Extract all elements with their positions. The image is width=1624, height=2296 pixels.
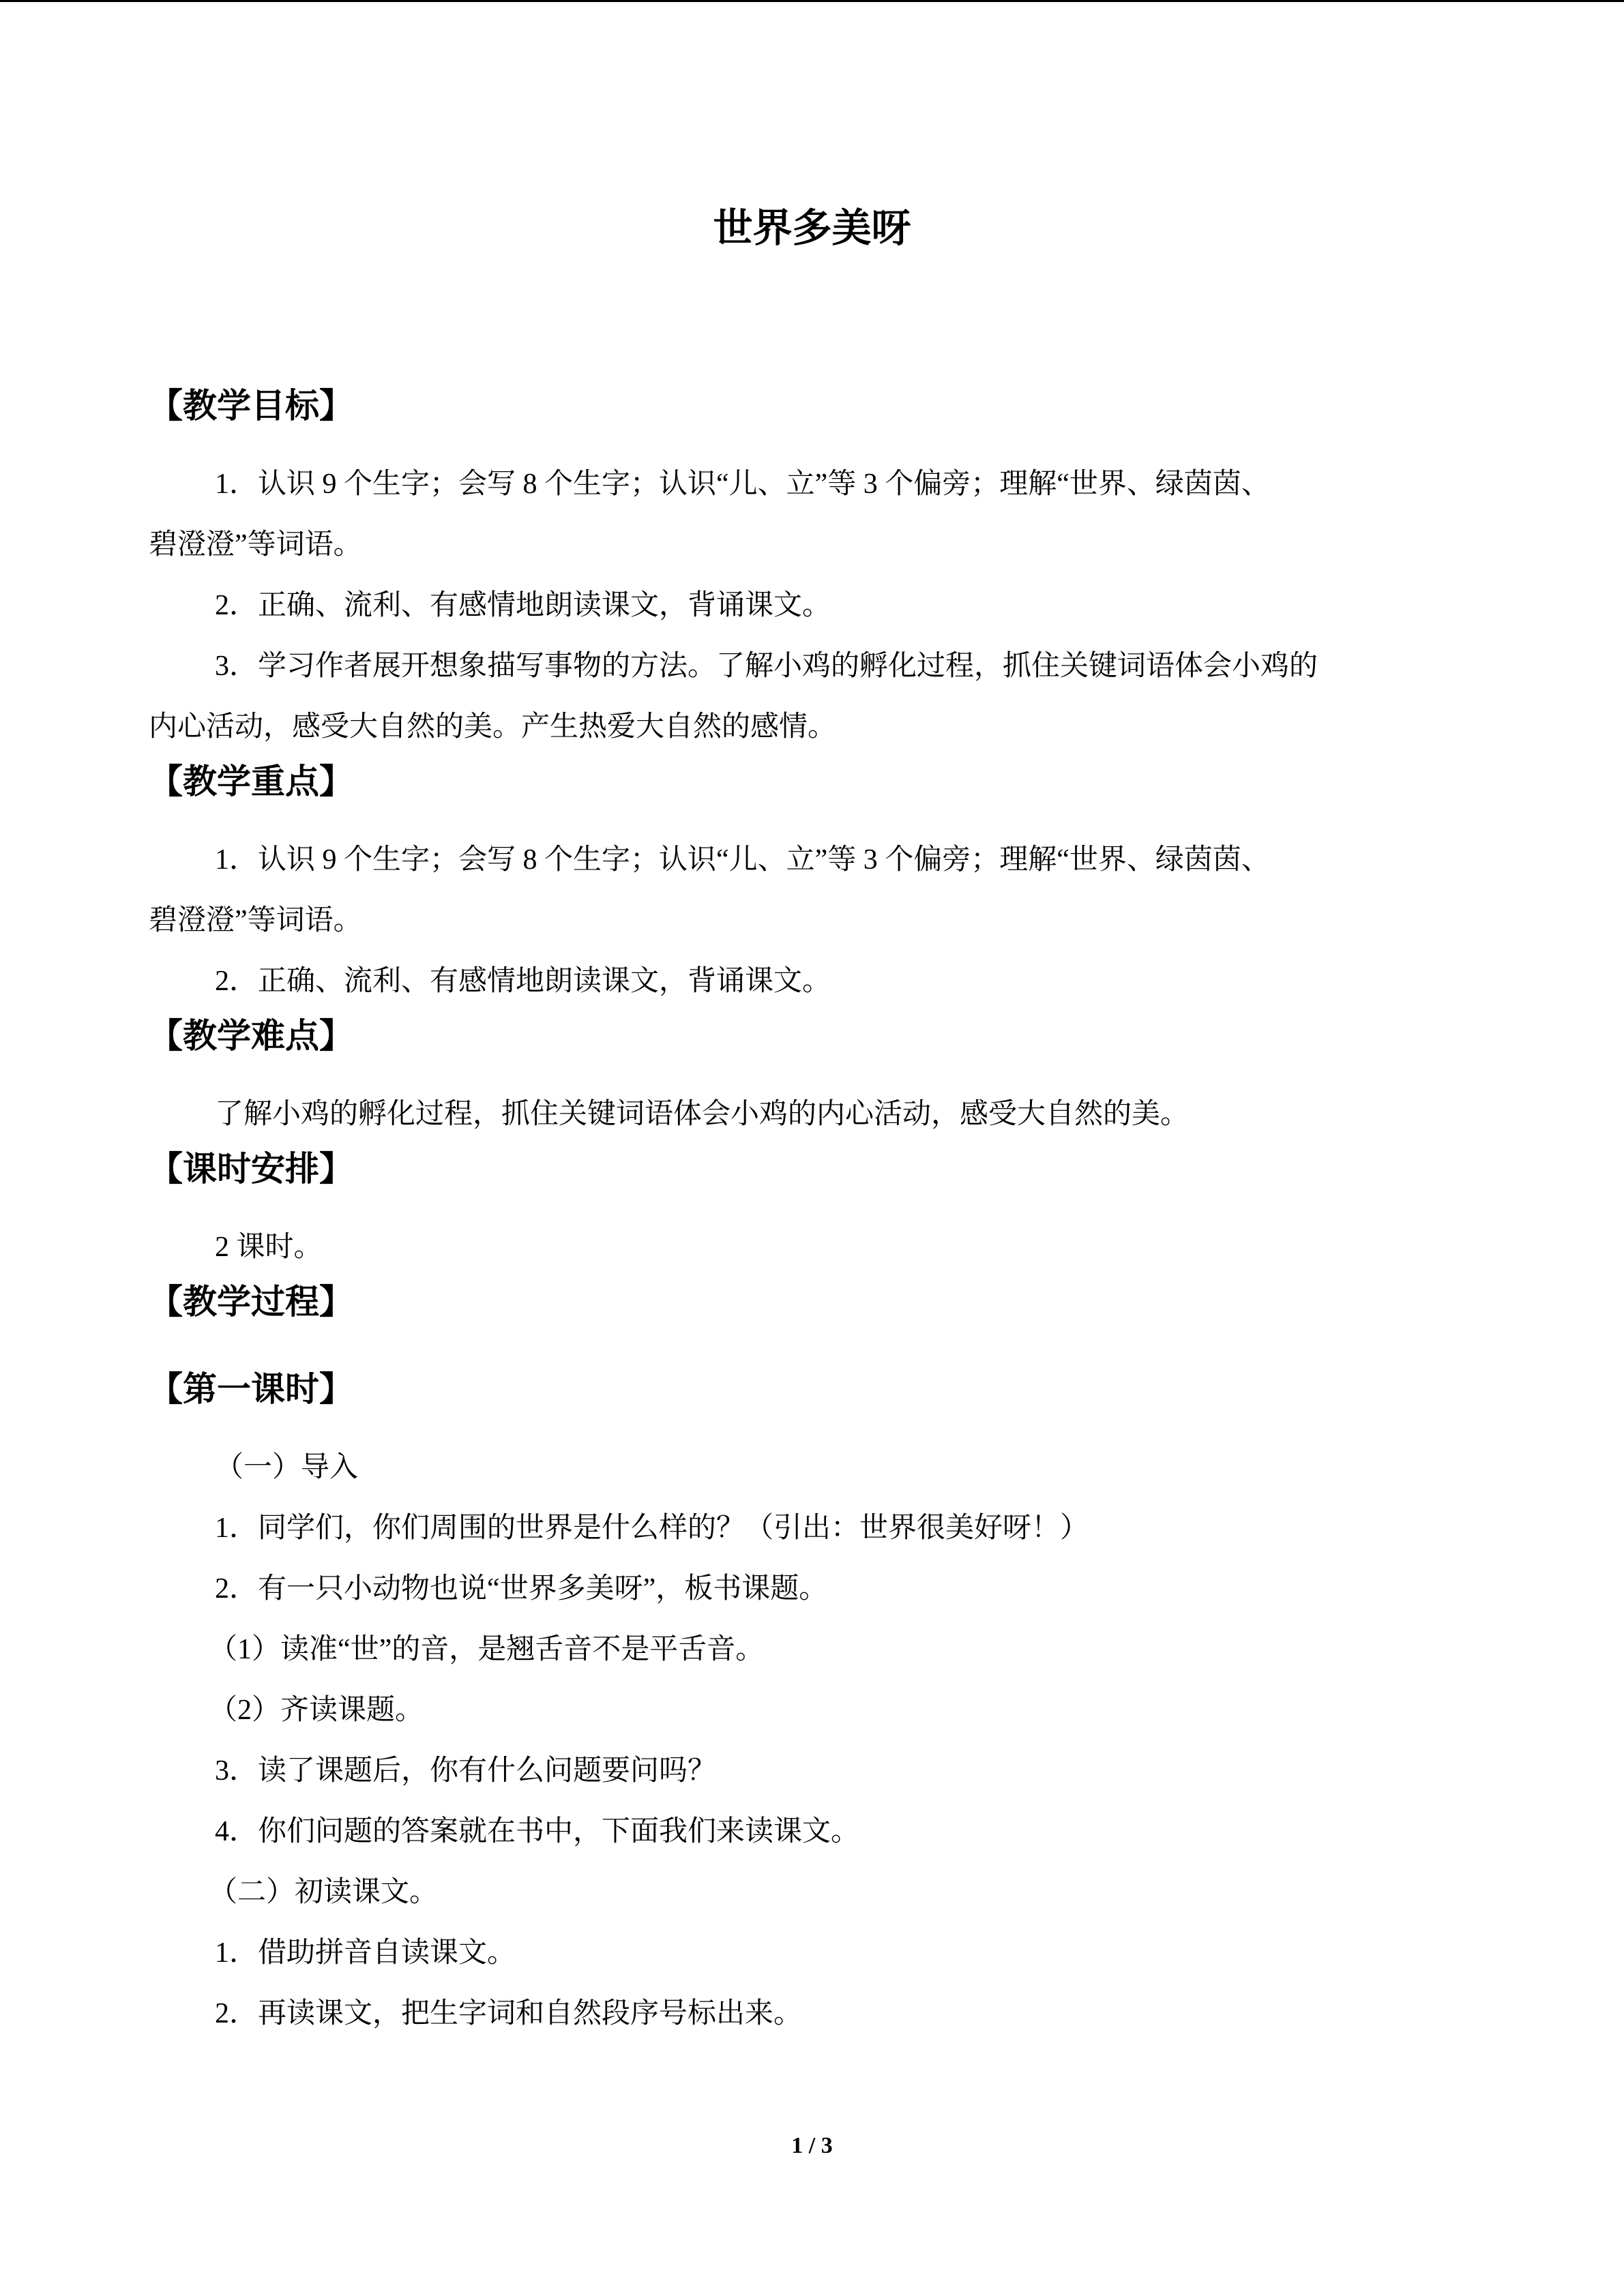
section-lesson-1 <box>149 1365 1479 2044</box>
lesson-1-line: （二）初读课文。 <box>209 1877 439 1908</box>
document-title: 世界多美呀 <box>713 205 911 251</box>
objectives-item-1-line-2: 碧澄澄”等词语。 <box>149 529 362 561</box>
section-heading-process: 【教学过程】 <box>149 1282 353 1322</box>
key-points-item-1-line-2: 碧澄澄”等词语。 <box>149 905 362 936</box>
section-process <box>149 1278 1479 1365</box>
objectives-item-3-line-1: 3．学习作者展开想象描写事物的方法。了解小鸡的孵化过程，抓住关键词语体会小鸡的 <box>215 651 1318 682</box>
section-heading-difficulties: 【教学难点】 <box>149 1016 353 1056</box>
lesson-1-line: （1）读准“世”的音，是翘舌音不是平舌音。 <box>209 1634 765 1665</box>
lesson-1-line: （一）导入 <box>215 1452 359 1483</box>
page-top-border <box>0 0 1624 2</box>
objectives-item-3-line-2: 内心活动，感受大自然的美。产生热爱大自然的感情。 <box>149 711 837 743</box>
difficulties-text: 了解小鸡的孵化过程，抓住关键词语体会小鸡的内心活动，感受大自然的美。 <box>215 1099 1190 1130</box>
key-points-item-2: 2．正确、流利、有感情地朗读课文，背诵课文。 <box>215 966 831 997</box>
lesson-1-line: 2．有一只小动物也说“世界多美呀”，板书课题。 <box>215 1573 828 1605</box>
lesson-1-line: 1．同学们，你们周围的世界是什么样的？（引出：世界很美好呀！） <box>215 1512 1089 1544</box>
lesson-1-line: 1．借助拼音自读课文。 <box>215 1937 516 1969</box>
objectives-item-2: 2．正确、流利、有感情地朗读课文，背诵课文。 <box>215 590 831 621</box>
lesson-1-line: 4．你们问题的答案就在书中，下面我们来读课文。 <box>215 1816 860 1847</box>
section-heading-schedule: 【课时安排】 <box>149 1149 353 1189</box>
section-schedule <box>149 1145 1479 1278</box>
lesson-1-line: （2）齐读课题。 <box>209 1695 424 1726</box>
section-heading-key-points: 【教学重点】 <box>149 762 353 801</box>
section-difficulties <box>149 1012 1479 1145</box>
lesson-1-line: 3．读了课题后，你有什么问题要问吗？ <box>215 1755 717 1787</box>
objectives-item-1-line-1: 1．认识 9 个生字；会写 8 个生字；认识“儿、立”等 3 个偏旁；理解“世界、绿茵茵、 <box>215 468 1270 500</box>
section-heading-objectives: 【教学目标】 <box>149 386 353 426</box>
lesson-1-line: 2．再读课文，把生字词和自然段序号标出来。 <box>215 1998 803 2029</box>
section-key-points <box>149 758 1479 1012</box>
section-heading-lesson-1: 【第一课时】 <box>149 1369 353 1409</box>
schedule-text: 2 课时。 <box>215 1232 323 1263</box>
document-body <box>149 382 1479 2044</box>
key-points-item-1-line-1: 1．认识 9 个生字；会写 8 个生字；认识“儿、立”等 3 个偏旁；理解“世界、绿茵茵、 <box>215 844 1270 876</box>
section-objectives <box>149 382 1479 758</box>
page-number: 1 / 3 <box>791 2133 833 2158</box>
